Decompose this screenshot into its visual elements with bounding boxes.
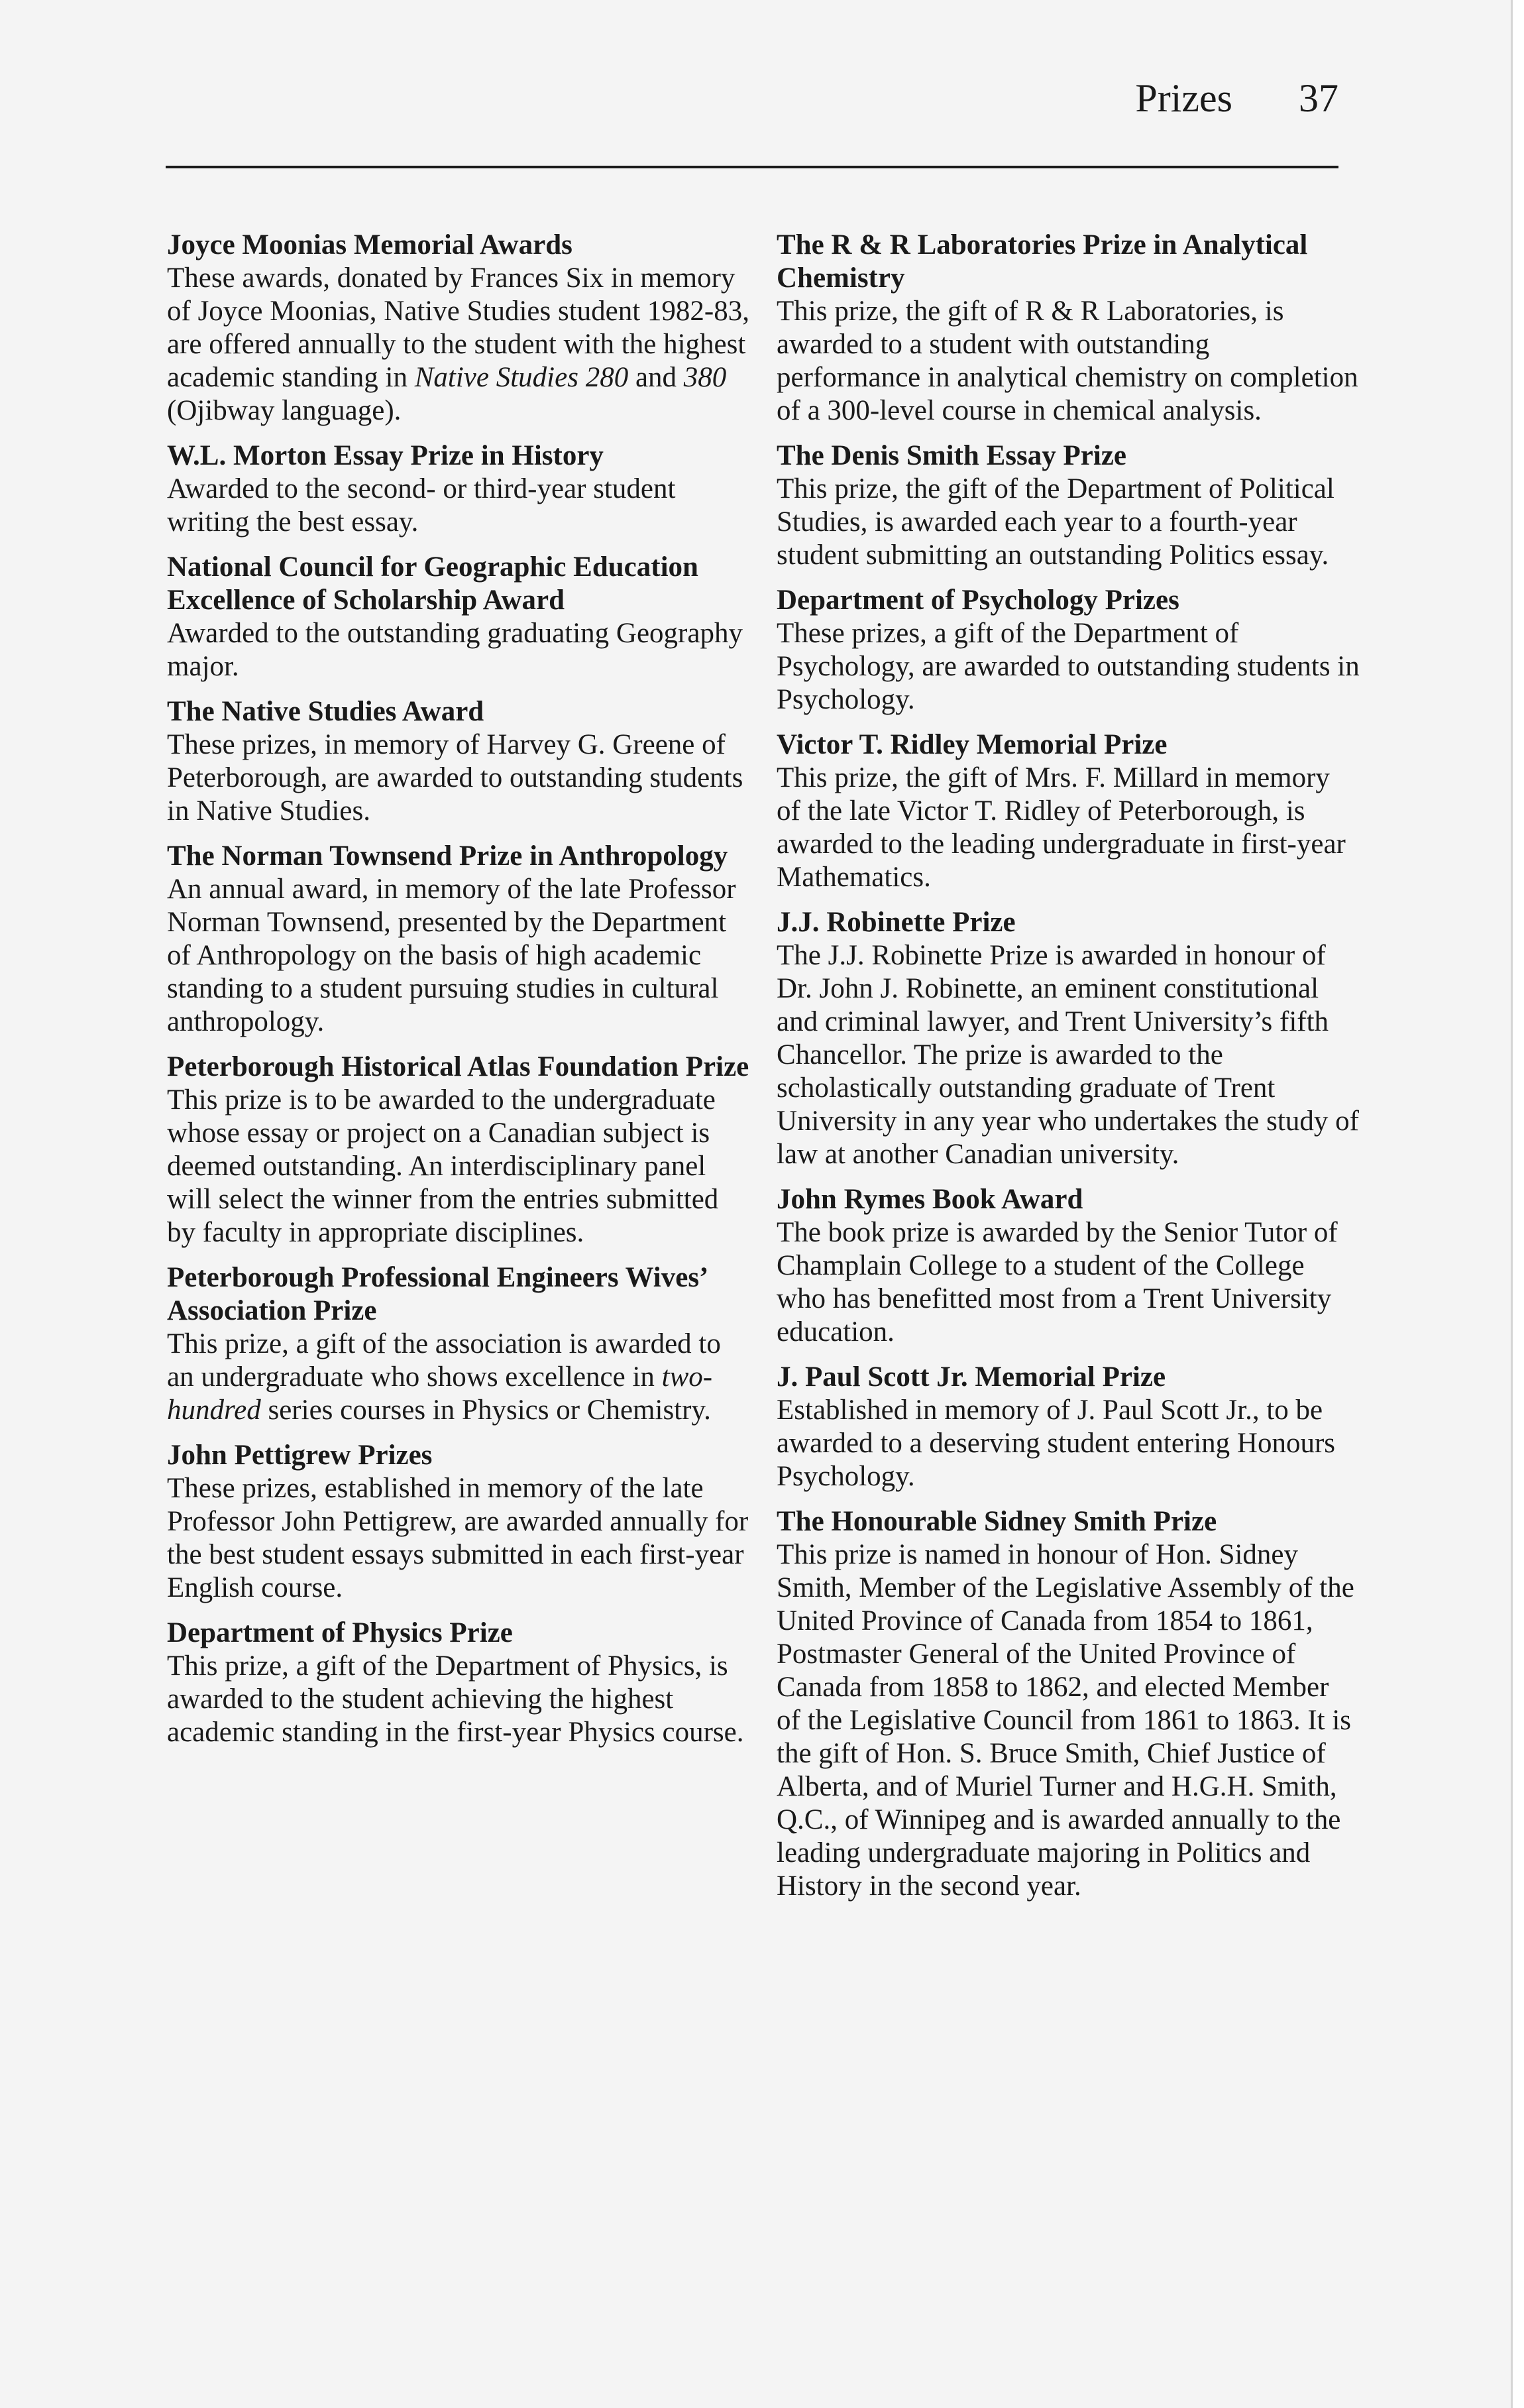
prize-entry xyxy=(167,1051,750,1249)
right-column xyxy=(777,229,1360,1915)
prize-entry xyxy=(777,229,1360,428)
prize-title: The R & R Laboratories Prize in Analytical Chemistry xyxy=(777,229,1308,294)
prize-description-text: Established in memory of J. Paul Scott Jr., to be awarded to a deserving student entering Honours Psychology. xyxy=(777,1395,1336,1492)
prize-description-text: These prizes, in memory of Harvey G. Greene of Peterborough, are awarded to outstanding students in Native Studies. xyxy=(167,729,743,827)
prize-description xyxy=(777,295,1360,428)
prize-title: W.L. Morton Essay Prize in History xyxy=(167,440,604,471)
prize-title: The Denis Smith Essay Prize xyxy=(777,440,1126,471)
prize-description-text: The J.J. Robinette Prize is awarded in honour of Dr. John J. Robinette, an eminent constitutional and criminal lawyer, and Trent University’s fifth Chancellor. The prize is awarded to the scholastically outstanding graduate of Trent University in any year who undertakes the study of law at another Canadian university. xyxy=(777,940,1359,1170)
page-number: 37 xyxy=(1299,76,1338,120)
prize-description-text: This prize, a gift of the Department of Physics, is awarded to the student achieving the highest academic standing in the first-year Physics course. xyxy=(167,1650,744,1748)
prize-description xyxy=(777,473,1360,572)
prize-entry xyxy=(167,1617,750,1749)
prize-description-text: These prizes, established in memory of the late Professor John Pettigrew, are awarded annually for the best student essays submitted in each first-year English course. xyxy=(167,1473,749,1603)
header-rule xyxy=(166,166,1338,168)
prize-description xyxy=(167,1650,750,1749)
prize-description-text: The book prize is awarded by the Senior Tutor of Champlain College to a student of the College who has benefitted most from a Trent University education. xyxy=(777,1217,1338,1347)
prize-title: Victor T. Ridley Memorial Prize xyxy=(777,729,1168,760)
prize-entry xyxy=(777,584,1360,717)
prize-description xyxy=(167,728,750,828)
running-head xyxy=(166,78,1338,118)
prize-entry xyxy=(167,695,750,828)
prize-description xyxy=(167,473,750,539)
prize-title: The Honourable Sidney Smith Prize xyxy=(777,1506,1217,1537)
prize-entry xyxy=(167,439,750,539)
prize-description xyxy=(777,939,1360,1171)
prize-description-text: Awarded to the outstanding graduating Geography major. xyxy=(167,618,743,682)
section-title: Prizes xyxy=(1135,76,1232,120)
prize-description xyxy=(777,1216,1360,1349)
prize-entry xyxy=(777,1361,1360,1493)
prize-description xyxy=(777,1538,1360,1903)
prize-title: Joyce Moonias Memorial Awards xyxy=(167,229,572,260)
prize-description xyxy=(167,1328,750,1427)
prize-title: National Council for Geographic Education Excellence of Scholarship Award xyxy=(167,551,698,616)
prize-title: The Native Studies Award xyxy=(167,696,484,727)
prize-entry xyxy=(777,1505,1360,1903)
prize-entry xyxy=(167,551,750,683)
prize-description-italic: 380 xyxy=(683,362,727,393)
prize-entry xyxy=(777,728,1360,894)
prize-description-text: An annual award, in memory of the late Professor Norman Townsend, presented by the Department of Anthropology on the basis of high academic standing to a student pursuing studies in cultural anthropology. xyxy=(167,874,736,1037)
prize-description-text: This prize, the gift of Mrs. F. Millard in memory of the late Victor T. Ridley of Peterborough, is awarded to the leading undergraduate in first-year Mathematics. xyxy=(777,762,1346,893)
prize-title: J.J. Robinette Prize xyxy=(777,907,1016,938)
prize-entry xyxy=(777,1183,1360,1349)
prize-description-italic: Native Studies 280 xyxy=(414,362,629,393)
prize-description-text: Awarded to the second- or third-year student writing the best essay. xyxy=(167,473,676,538)
prize-description-text: series courses in Physics or Chemistry. xyxy=(260,1395,711,1426)
prize-entry xyxy=(167,229,750,428)
prize-description xyxy=(777,1394,1360,1493)
prize-entry xyxy=(167,1261,750,1427)
prize-description xyxy=(167,873,750,1039)
prize-description-text: and xyxy=(628,362,684,393)
prize-title: Peterborough Historical Atlas Foundation Prize xyxy=(167,1051,749,1082)
prize-description xyxy=(777,762,1360,894)
prize-title: Peterborough Professional Engineers Wives’ Association Prize xyxy=(167,1262,707,1326)
prize-description-text: This prize, the gift of the Department of Political Studies, is awarded each year to a fourth-year student submitting an outstanding Politics essay. xyxy=(777,473,1334,571)
prize-entry xyxy=(777,906,1360,1171)
prize-entry xyxy=(777,439,1360,572)
prize-description-italic: two-hundred xyxy=(167,1361,713,1426)
prize-description-text: (Ojibway language). xyxy=(167,395,402,426)
prize-description xyxy=(167,1472,750,1605)
prize-title: The Norman Townsend Prize in Anthropology xyxy=(167,840,728,872)
prize-description-text: This prize is named in honour of Hon. Sidney Smith, Member of the Legislative Assembly of the United Province of Canada from 1854 to 1861, Postmaster General of the United Province of Canada from 1858 to 1862, and elected Member of the Legislative Council from 1861 to 1863. It is the gift of Hon. S. Bruce Smith, Chief Justice of Alberta, and of Muriel Turner and H.G.H. Smith, Q.C., of Winnipeg and is awarded annually to the leading undergraduate majoring in Politics and History in the second year. xyxy=(777,1539,1354,1902)
prize-title: John Pettigrew Prizes xyxy=(167,1440,433,1471)
left-column xyxy=(167,229,750,1761)
prize-description-text: This prize is to be awarded to the undergraduate whose essay or project on a Canadian subject is deemed outstanding. An interdisciplinary panel will select the winner from the entries submitted by faculty in appropriate disciplines. xyxy=(167,1084,719,1248)
prize-description xyxy=(167,262,750,428)
prize-description xyxy=(777,617,1360,717)
prize-entry xyxy=(167,1439,750,1605)
prize-description xyxy=(167,1084,750,1249)
prize-title: Department of Psychology Prizes xyxy=(777,585,1179,616)
prize-description-text: This prize, the gift of R & R Laboratories, is awarded to a student with outstanding performance in analytical chemistry on completion of a 300-level course in chemical analysis. xyxy=(777,296,1358,426)
prize-title: J. Paul Scott Jr. Memorial Prize xyxy=(777,1361,1166,1393)
prize-description-text: This prize, a gift of the association is awarded to an undergraduate who shows excellence in xyxy=(167,1328,721,1393)
prize-title: Department of Physics Prize xyxy=(167,1617,513,1648)
prize-title: John Rymes Book Award xyxy=(777,1184,1083,1215)
prize-description-text: These prizes, a gift of the Department of Psychology, are awarded to outstanding students in Psychology. xyxy=(777,618,1360,715)
prize-description-text: These awards, donated by Frances Six in memory of Joyce Moonias, Native Studies student 1982-83, are offered annually to the student with the highest academic standing in xyxy=(167,262,750,393)
prize-description xyxy=(167,617,750,683)
prize-entry xyxy=(167,840,750,1039)
